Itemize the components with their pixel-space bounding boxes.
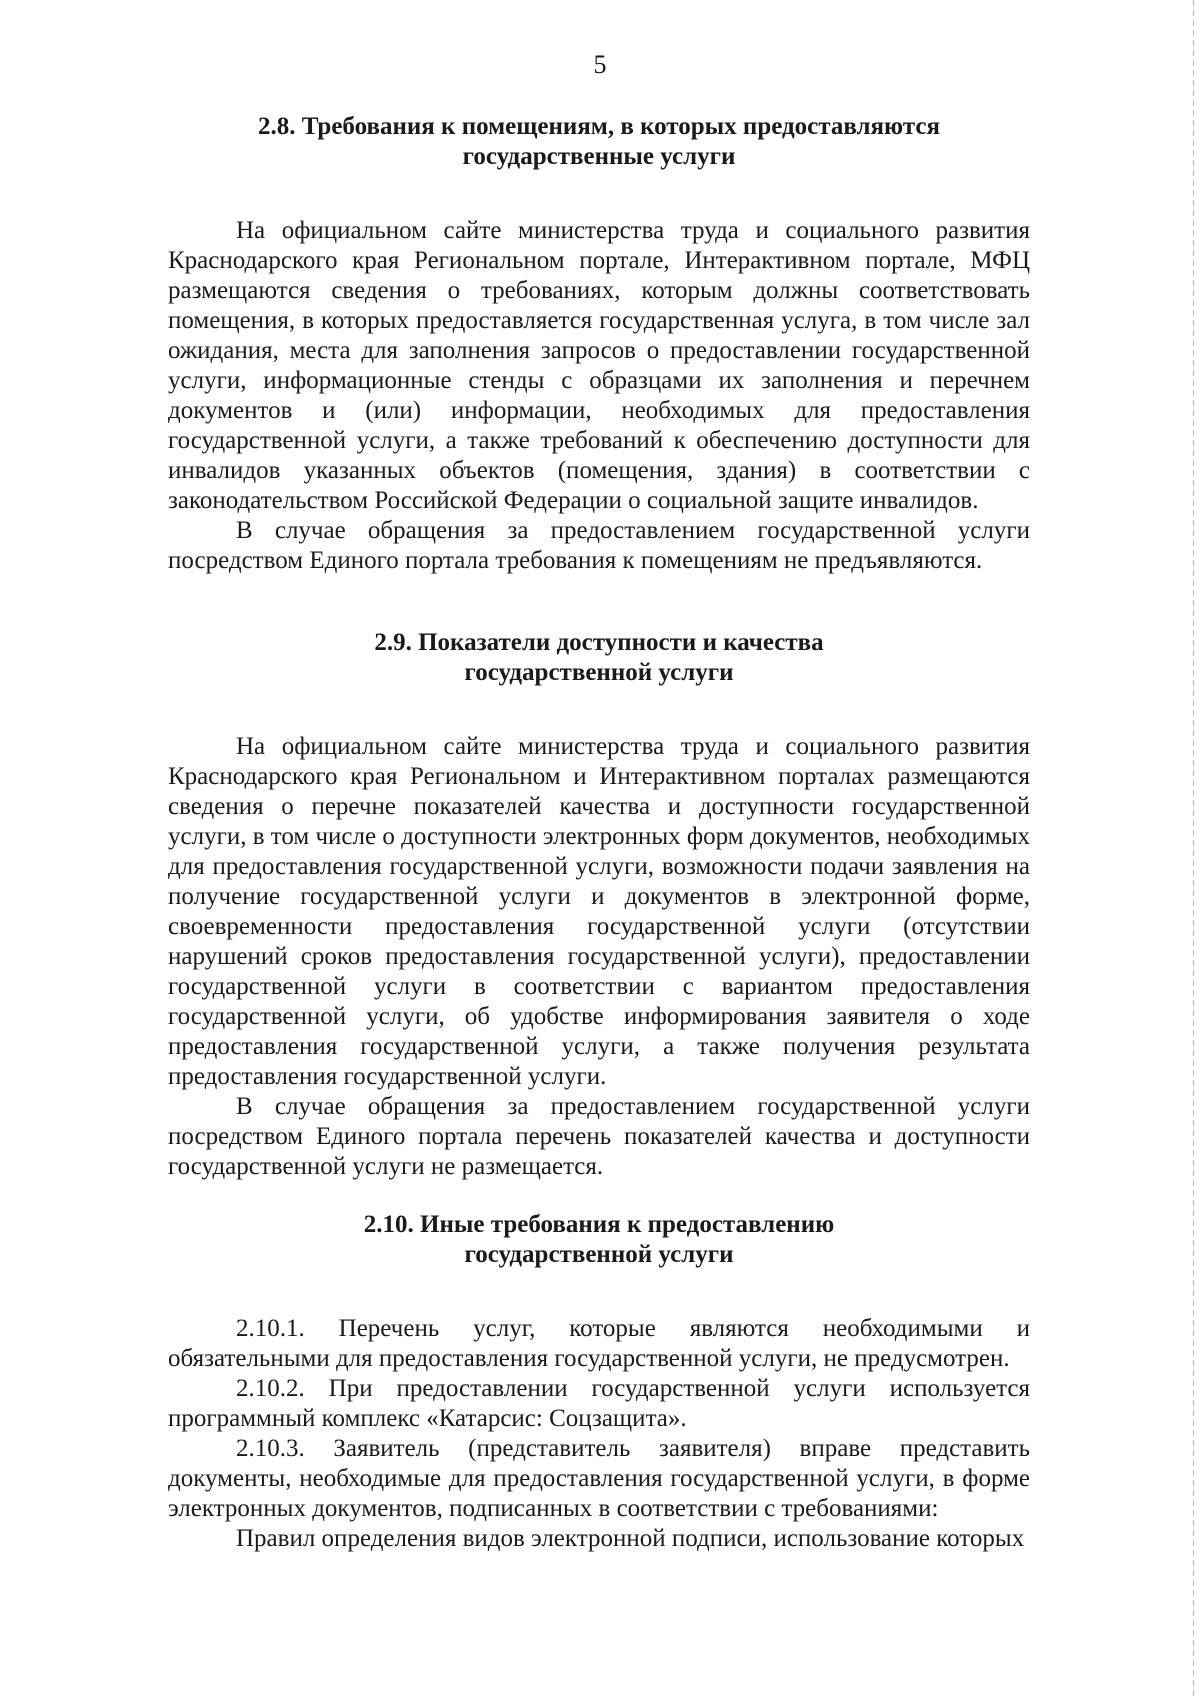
section-2-9	[168, 628, 1030, 1182]
spacer	[168, 688, 1030, 732]
paragraph: Правил определения видов электронной подписи, использование которых	[236, 1525, 1025, 1552]
heading-line: 2.10. Иные требования к предоставлению	[363, 1211, 835, 1238]
page-number: 5	[593, 50, 607, 79]
paragraph: В случае обращения за предоставлением государственной услуги посредством Единого портала требования к помещениям не предъявляются.	[168, 517, 1030, 574]
spacer	[168, 172, 1030, 216]
heading-line: 2.9. Показатели доступности и качества	[374, 629, 824, 656]
paragraph: На официальном сайте министерства труда и социального развития Краснодарского края Региональном и Интерактивном порталах размещаются сведения о перечне показателей качества и доступности государственной услуги, в том числе о доступности электронных форм документов, необходимых для предоставления государственной услуги, возможности подачи заявления на получение государственной услуги и документов в электронной форме, своевременности предоставления государственной услуги (отсутствии нарушений сроков предоставления государственной услуги), предоставлении государственной услуги в соответствии с вариантом предоставления государственной услуги, об удобстве информирования заявителя о ходе предоставления государственной услуги, а также получения результата предоставления государственной услуги.	[168, 733, 1030, 1090]
scan-edge-line	[1193, 0, 1194, 1698]
paragraph: 2.10.2. При предоставлении государственной услуги используется программный комплекс «Катарсис: Соцзащита».	[168, 1375, 1030, 1432]
spacer	[168, 1270, 1030, 1314]
paragraph: На официальном сайте министерства труда и социального развития Краснодарского края Региональном портале, Интерактивном портале, МФЦ размещаются сведения о требованиях, которым должны соответствовать помещения, в которых предоставляется государственная услуга, в том числе зал ожидания, места для заполнения запросов о предоставлении государственной услуги, информационные стенды с образцами их заполнения и перечнем документов и (или) информации, необходимых для предоставления государственной услуги, а также требований к обеспечению доступности для инвалидов указанных объектов (помещения, здания) в соответствии с законодательством Российской Федерации о социальной защите инвалидов.	[168, 217, 1030, 514]
heading-line: государственной услуги	[464, 1241, 734, 1268]
section-heading	[168, 112, 1030, 172]
heading-line: 2.8. Требования к помещениям, в которых предоставляются	[257, 113, 941, 140]
paragraph: В случае обращения за предоставлением государственной услуги посредством Единого портала перечень показателей качества и доступности государственной услуги не размещается.	[168, 1093, 1030, 1180]
paragraph: 2.10.1. Перечень услуг, которые являются необходимыми и обязательными для предоставления государственной услуги, не предусмотрен.	[168, 1315, 1030, 1372]
section-2-10	[168, 1210, 1030, 1554]
heading-line: государственные услуги	[462, 143, 736, 170]
section-2-8	[168, 112, 1030, 576]
section-heading	[168, 628, 1030, 688]
heading-line: государственной услуги	[464, 659, 734, 686]
paragraph: 2.10.3. Заявитель (представитель заявителя) вправе представить документы, необходимые для предоставления государственной услуги, в форме электронных документов, подписанных в соответствии с требованиями:	[168, 1435, 1030, 1522]
section-heading	[168, 1210, 1030, 1270]
